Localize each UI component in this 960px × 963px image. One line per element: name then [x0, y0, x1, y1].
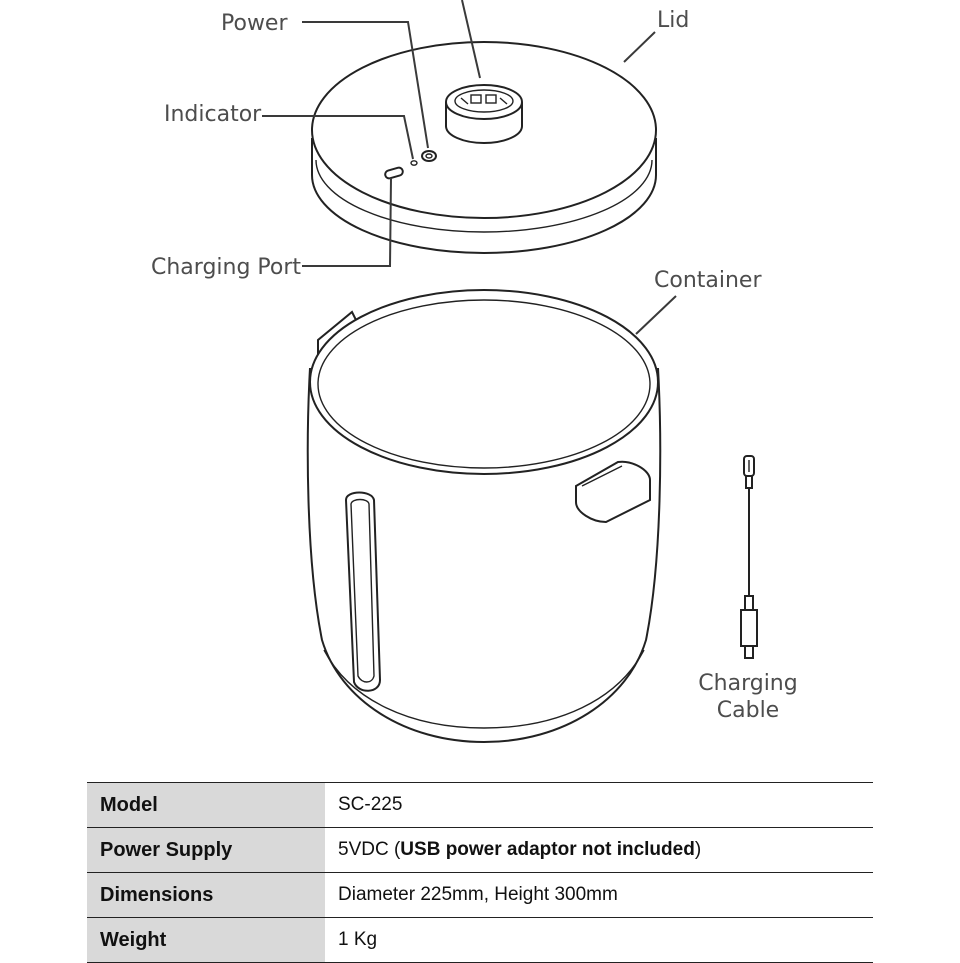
charging-cable-label-line2: Cable [716, 698, 780, 723]
spec-value-model: SC-225 [325, 783, 873, 828]
spec-row-dimensions [87, 873, 873, 918]
lid-leader [624, 32, 655, 62]
lid-drawing [312, 42, 656, 253]
power-button-icon [422, 151, 436, 161]
charging-port-icon [384, 167, 404, 180]
spec-table [87, 782, 873, 963]
power-supply-voltage: 5VDC ( [338, 839, 401, 860]
spec-row-weight [87, 918, 873, 963]
spec-value-power-supply [325, 828, 873, 873]
lid-label: Lid [657, 8, 690, 33]
charging-cable-label-line1: Charging [698, 671, 798, 696]
lid-leader-top [462, 0, 480, 78]
spec-value-dimensions: Diameter 225mm, Height 300mm [325, 873, 873, 918]
lid-knob [446, 85, 522, 143]
charging-cable-drawing [741, 456, 757, 658]
spec-row-power-supply [87, 828, 873, 873]
spec-label-power-supply: Power Supply [87, 828, 325, 873]
indicator-leader [262, 116, 413, 159]
power-label: Power [221, 11, 288, 36]
spec-label-model: Model [87, 783, 325, 828]
indicator-label: Indicator [164, 102, 262, 127]
power-supply-note: USB power adaptor not included [400, 839, 695, 860]
spec-value-weight: 1 Kg [325, 918, 873, 963]
spec-row-model [87, 783, 873, 828]
power-supply-close: ) [694, 839, 702, 860]
power-leader [302, 22, 428, 148]
indicator-light-icon [411, 161, 417, 165]
spec-label-dimensions: Dimensions [87, 873, 325, 918]
spec-label-weight: Weight [87, 918, 325, 963]
container-drawing [308, 290, 660, 742]
charging-port-label: Charging Port [151, 255, 302, 280]
container-label: Container [654, 268, 762, 293]
container-leader [636, 296, 676, 334]
